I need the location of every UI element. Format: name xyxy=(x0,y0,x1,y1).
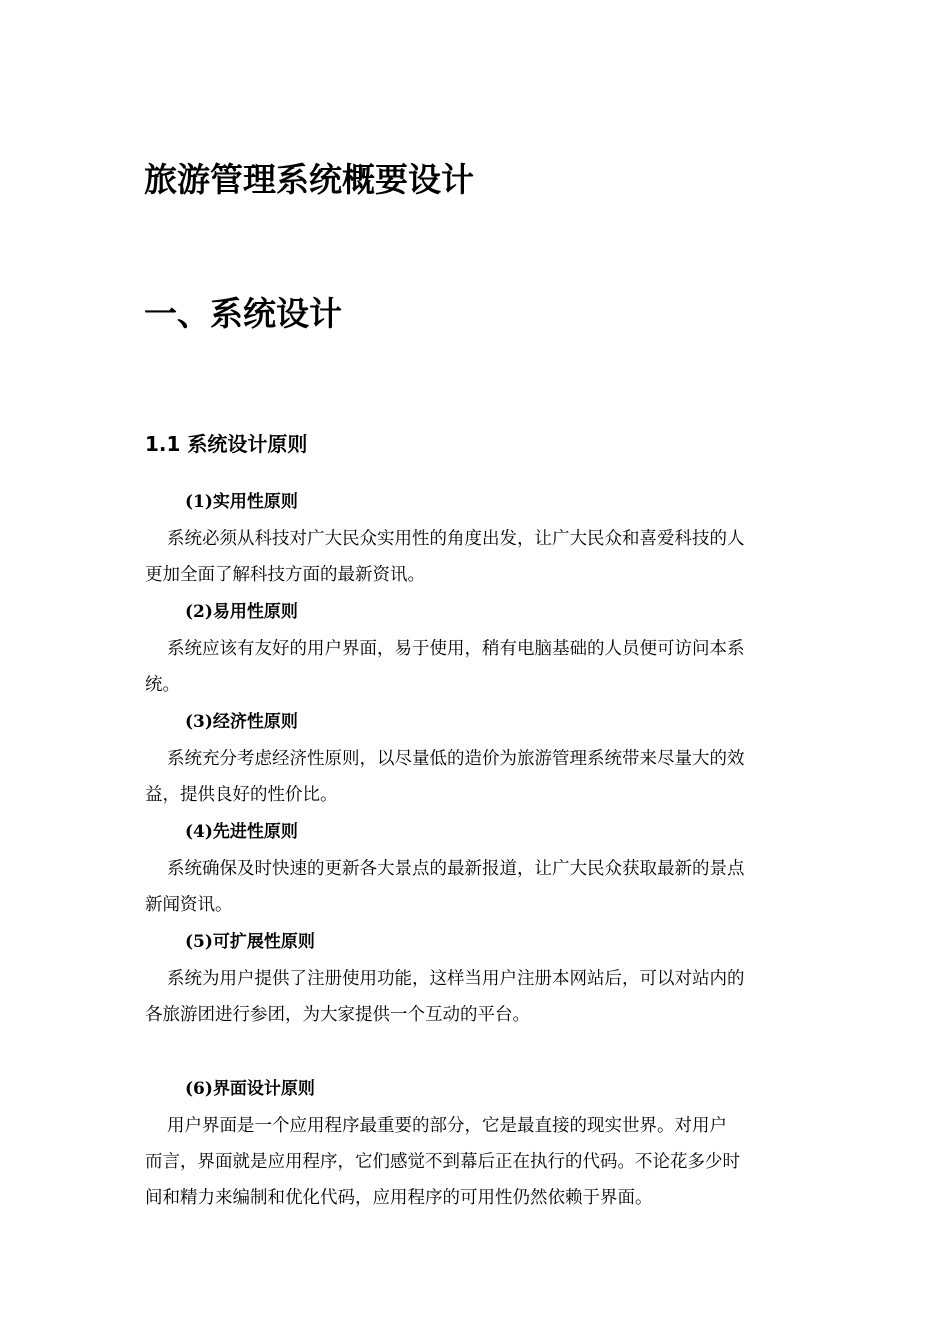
principle-text-practicality xyxy=(145,521,810,593)
principle-text-interface-design xyxy=(145,1108,810,1216)
principle-title-scalability: (5)可扩展性原则 xyxy=(185,932,315,952)
principle-title-usability: (2)易用性原则 xyxy=(185,602,298,622)
principle-title-interface-design: (6)界面设计原则 xyxy=(185,1079,315,1099)
principle-title-economy: (3)经济性原则 xyxy=(185,712,298,732)
paragraph-line: 各旅游团进行参团，为大家提供一个互动的平台。 xyxy=(145,1005,530,1025)
paragraph-line: 用户界面是一个应用程序最重要的部分，它是最直接的现实世界。对用户 xyxy=(167,1116,727,1136)
document-title: 旅游管理系统概要设计 xyxy=(144,160,474,199)
paragraph-line: 系统应该有友好的用户界面，易于使用，稍有电脑基础的人员便可访问本系 xyxy=(167,639,745,659)
paragraph-line: 间和精力来编制和优化代码，应用程序的可用性仍然依赖于界面。 xyxy=(145,1188,653,1208)
paragraph-line: 系统必须从科技对广大民众实用性的角度出发，让广大民众和喜爱科技的人 xyxy=(167,529,745,549)
principle-text-usability xyxy=(145,631,810,703)
paragraph-line: 系统确保及时快速的更新各大景点的最新报道，让广大民众获取最新的景点 xyxy=(167,859,745,879)
chapter-heading: 一、系统设计 xyxy=(144,294,342,333)
paragraph-line: 系统为用户提供了注册使用功能，这样当用户注册本网站后，可以对站内的 xyxy=(167,969,745,989)
principle-text-advancement xyxy=(145,851,810,923)
paragraph-line: 更加全面了解科技方面的最新资讯。 xyxy=(145,565,425,585)
paragraph-line: 系统充分考虑经济性原则，以尽量低的造价为旅游管理系统带来尽量大的效 xyxy=(167,749,745,769)
section-heading: 1.1 系统设计原则 xyxy=(145,432,308,456)
principle-title-practicality: (1)实用性原则 xyxy=(185,492,298,512)
principle-text-economy xyxy=(145,741,810,813)
paragraph-line: 统。 xyxy=(145,675,180,695)
principle-title-advancement: (4)先进性原则 xyxy=(185,822,298,842)
principle-text-scalability xyxy=(145,961,810,1033)
paragraph-line: 新闻资讯。 xyxy=(145,895,233,915)
paragraph-line: 益，提供良好的性价比。 xyxy=(145,785,338,805)
paragraph-line: 而言，界面就是应用程序，它们感觉不到幕后正在执行的代码。不论花多少时 xyxy=(145,1152,740,1172)
